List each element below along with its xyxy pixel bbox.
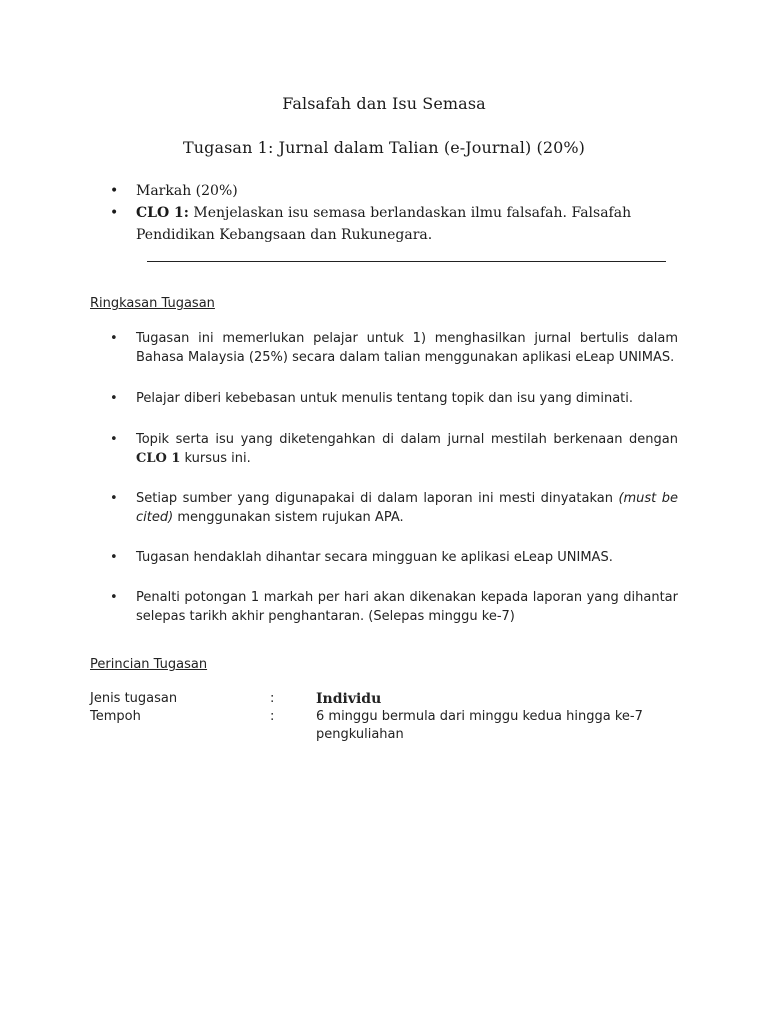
ringkasan-item-3-bold: CLO 1 [136,451,181,466]
ringkasan-heading: Ringkasan Tugasan [90,296,215,311]
row-label: Tempoh [90,709,141,724]
table-row [90,708,690,742]
ringkasan-item-4-post: menggunakan sistem rujukan APA. [173,510,404,525]
list-item [110,329,678,367]
bullet-icon: • [110,491,118,506]
bullet-icon: • [110,590,118,605]
bullet-icon: • [110,205,119,221]
list-item [110,489,678,527]
bullet-icon: • [110,550,118,565]
perincian-heading: Perincian Tugasan [90,657,208,672]
bullet-icon: • [110,432,118,447]
ringkasan-item-6: Penalti potongan 1 markah per hari akan dikenakan kepada laporan yang dihantar selepas tarikh akhir penghantaran. (Selepas minggu ke-7) [136,590,678,624]
ringkasan-item-4-pre: Setiap sumber yang digunapakai di dalam laporan ini mesti dinyatakan [136,491,619,506]
clo-label: CLO 1: [136,205,189,221]
list-item-clo [110,202,670,246]
table-row [90,690,690,708]
assignment-title: Tugasan 1: Jurnal dalam Talian (e-Journal) (20%) [182,138,586,157]
list-item [110,430,678,468]
row-value: Individu [316,691,382,707]
course-title: Falsafah dan Isu Semasa [282,94,486,113]
perincian-table [90,690,690,742]
row-value: 6 minggu bermula dari minggu kedua hingga ke-7 pengkuliahan [316,709,643,742]
ringkasan-item-2: Pelajar diberi kebebasan untuk menulis tentang topik dan isu yang diminati. [136,391,634,406]
list-item [110,389,678,408]
row-colon: : [270,709,275,724]
ringkasan-item-3-pre: Topik serta isu yang diketengahkan di dalam jurnal mestilah berkenaan dengan [136,432,678,447]
list-item-marks [110,180,670,202]
list-item [110,588,678,626]
summary-bullets [110,180,670,246]
ringkasan-item-4-italic: (must be cited) [136,491,678,525]
bullet-icon: • [110,183,119,199]
ringkasan-item-1: Tugasan ini memerlukan pelajar untuk 1) menghasilkan jurnal bertulis dalam Bahasa Malaysia (25%) secara dalam talian menggunakan aplikasi eLeap UNIMAS. [136,331,678,365]
clo-text: Menjelaskan isu semasa berlandaskan ilmu falsafah. Falsafah Pendidikan Kebangsaan dan Rukunegara. [136,205,632,243]
bullet-icon: • [110,391,118,406]
row-colon: : [270,691,275,706]
bullet-icon: • [110,331,118,346]
divider [147,261,666,262]
ringkasan-item-5: Tugasan hendaklah dihantar secara mingguan ke aplikasi eLeap UNIMAS. [136,550,613,565]
row-label: Jenis tugasan [90,691,178,706]
list-item [110,548,678,567]
marks-text: Markah (20%) [136,183,238,199]
ringkasan-item-3-post: kursus ini. [180,451,251,466]
